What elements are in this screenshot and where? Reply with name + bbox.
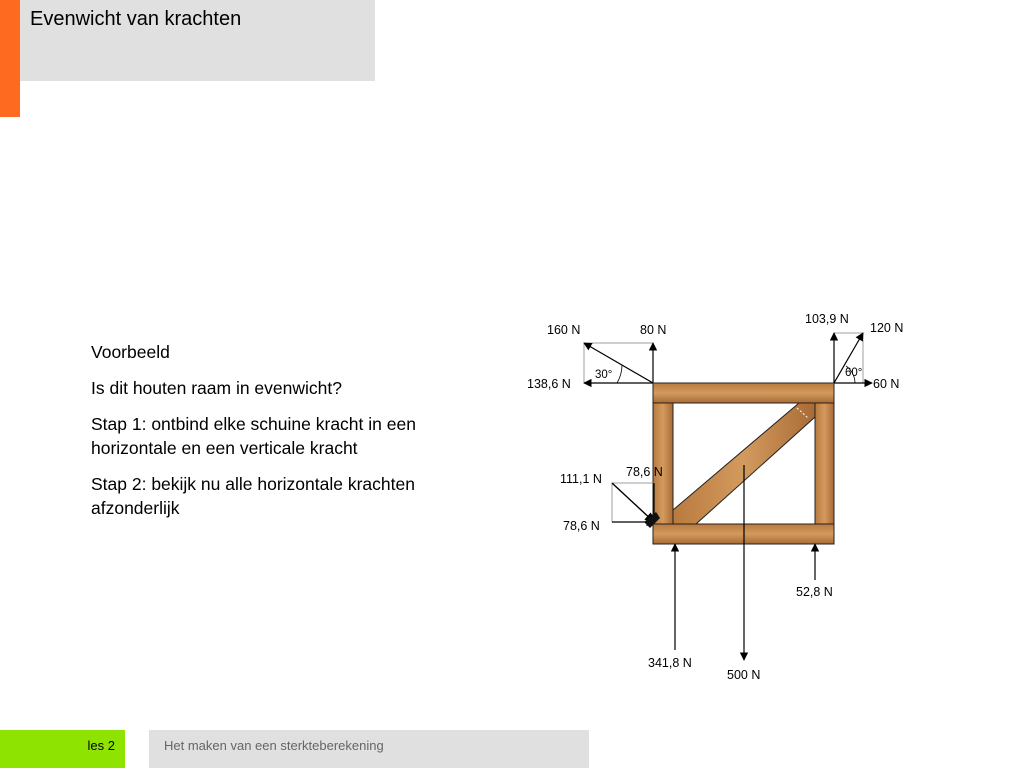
footer-course-panel (149, 730, 589, 768)
frame-top-beam (653, 383, 834, 403)
label-80n: 80 N (640, 323, 667, 337)
paragraph-step-2: Stap 2: bekijk nu alle horizontale krachten afzonderlijk (91, 474, 415, 518)
label-52n: 52,8 N (796, 585, 833, 599)
arrow-111n (612, 483, 654, 522)
label-500n: 500 N (727, 668, 761, 682)
label-786n-top: 78,6 N (626, 465, 663, 479)
footer-lesson-panel (0, 730, 125, 768)
frame-right-post (815, 403, 834, 524)
page-title: Evenwicht van krachten (30, 8, 242, 30)
label-60n: 60 N (873, 377, 900, 391)
frame-left-post (653, 403, 673, 524)
footer-course: Het maken van een sterkteberekening (164, 738, 384, 753)
label-120n: 120 N (870, 321, 904, 335)
label-30deg: 30° (595, 369, 613, 381)
footer-lesson: les 2 (87, 738, 115, 753)
label-111n: 111,1 N (560, 472, 602, 486)
label-103n: 103,9 N (805, 312, 849, 326)
label-341n: 341,8 N (648, 656, 692, 670)
paragraph-question: Is dit houten raam in evenwicht? (91, 378, 342, 398)
label-138n: 138,6 N (527, 377, 571, 391)
paragraph-step-1: Stap 1: ontbind elke schuine kracht in een horizontale en een verticale kracht (91, 414, 416, 458)
label-160n: 160 N (547, 323, 581, 337)
label-786n-left: 78,6 N (563, 519, 600, 533)
paragraph-example: Voorbeeld (91, 342, 170, 362)
label-60deg: 60° (845, 367, 863, 379)
